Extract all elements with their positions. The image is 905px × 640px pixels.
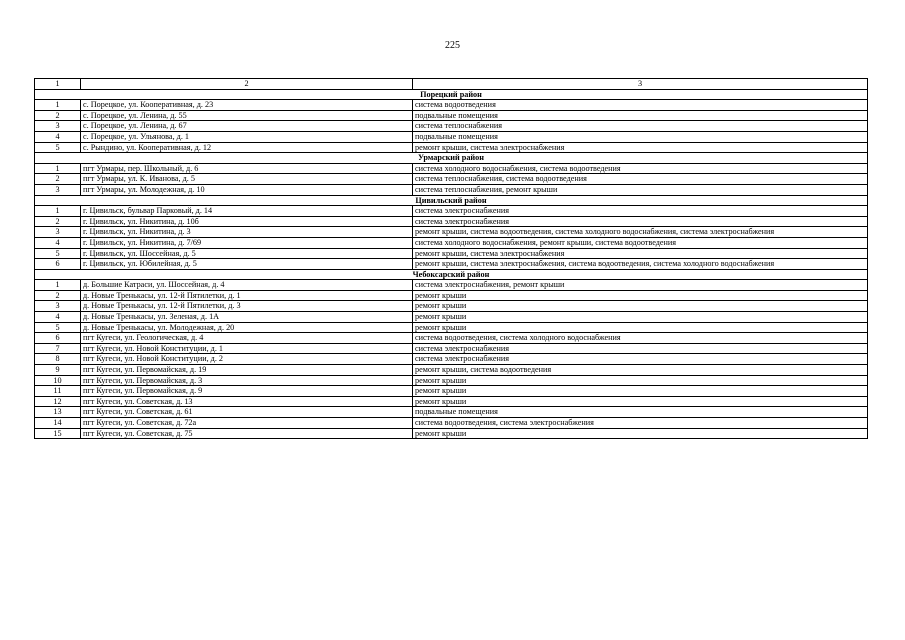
row-number: 3 xyxy=(35,184,81,195)
address-cell: пгт Кугеси, ул. Советская, д. 75 xyxy=(81,428,413,439)
work-type-cell: система теплоснабжения xyxy=(413,121,868,132)
work-type-cell: подвальные помещения xyxy=(413,131,868,142)
address-cell: пгт Кугеси, ул. Геологическая, д. 4 xyxy=(81,333,413,344)
work-type-cell: ремонт крыши xyxy=(413,312,868,323)
district-name: Порецкий район xyxy=(35,89,868,100)
district-header-row xyxy=(35,89,868,100)
row-number: 5 xyxy=(35,322,81,333)
row-number: 9 xyxy=(35,365,81,376)
row-number: 3 xyxy=(35,227,81,238)
work-type-cell: ремонт крыши, система водоотведения xyxy=(413,365,868,376)
row-number: 2 xyxy=(35,174,81,185)
row-number: 4 xyxy=(35,131,81,142)
row-number: 8 xyxy=(35,354,81,365)
table-row xyxy=(35,354,868,365)
address-cell: пгт Урмары, пер. Школьный, д. 6 xyxy=(81,163,413,174)
table-row xyxy=(35,301,868,312)
table-row xyxy=(35,163,868,174)
address-cell: пгт Урмары, ул. К. Иванова, д. 5 xyxy=(81,174,413,185)
row-number: 5 xyxy=(35,248,81,259)
work-type-cell: ремонт крыши, система водоотведения, система холодного водоснабжения, система электроснабжения xyxy=(413,227,868,238)
row-number: 2 xyxy=(35,290,81,301)
address-cell: пгт Кугеси, ул. Советская, д. 61 xyxy=(81,407,413,418)
work-type-cell: ремонт крыши xyxy=(413,290,868,301)
district-header-row xyxy=(35,269,868,280)
table-row xyxy=(35,121,868,132)
row-number: 14 xyxy=(35,418,81,429)
district-name: Урмарский район xyxy=(35,153,868,164)
table-row xyxy=(35,248,868,259)
address-cell: пгт Урмары, ул. Молодежная, д. 10 xyxy=(81,184,413,195)
row-number: 1 xyxy=(35,100,81,111)
address-cell: пгт Кугеси, ул. Первомайская, д. 3 xyxy=(81,375,413,386)
repair-table xyxy=(34,78,868,439)
work-type-cell: система электроснабжения xyxy=(413,354,868,365)
table-row xyxy=(35,312,868,323)
column-number-1: 1 xyxy=(35,79,81,90)
work-type-cell: система теплоснабжения, система водоотведения xyxy=(413,174,868,185)
row-number: 7 xyxy=(35,343,81,354)
address-cell: с. Рындино, ул. Кооперативная, д. 12 xyxy=(81,142,413,153)
address-cell: г. Цивильск, бульвар Парковый, д. 14 xyxy=(81,206,413,217)
table-row xyxy=(35,290,868,301)
address-cell: пгт Кугеси, ул. Первомайская, д. 19 xyxy=(81,365,413,376)
table-row xyxy=(35,375,868,386)
row-number: 3 xyxy=(35,121,81,132)
work-type-cell: ремонт крыши xyxy=(413,322,868,333)
table-body xyxy=(35,79,868,439)
work-type-cell: система теплоснабжения, ремонт крыши xyxy=(413,184,868,195)
address-cell: пгт Кугеси, ул. Советская, д. 72а xyxy=(81,418,413,429)
address-cell: с. Порецкое, ул. Кооперативная, д. 23 xyxy=(81,100,413,111)
row-number: 1 xyxy=(35,163,81,174)
column-number-2: 2 xyxy=(81,79,413,90)
address-cell: с. Порецкое, ул. Ульянова, д. 1 xyxy=(81,131,413,142)
row-number: 5 xyxy=(35,142,81,153)
work-type-cell: ремонт крыши, система электроснабжения xyxy=(413,248,868,259)
table-row xyxy=(35,142,868,153)
work-type-cell: система электроснабжения xyxy=(413,206,868,217)
work-type-cell: ремонт крыши xyxy=(413,428,868,439)
row-number: 13 xyxy=(35,407,81,418)
address-cell: г. Цивильск, ул. Никитина, д. 10б xyxy=(81,216,413,227)
table-row xyxy=(35,333,868,344)
table-row xyxy=(35,131,868,142)
work-type-cell: система водоотведения xyxy=(413,100,868,111)
table-row xyxy=(35,184,868,195)
address-cell: г. Цивильск, ул. Шоссейная, д. 5 xyxy=(81,248,413,259)
table-row xyxy=(35,174,868,185)
row-number: 11 xyxy=(35,386,81,397)
address-cell: пгт Кугеси, ул. Советская, д. 13 xyxy=(81,396,413,407)
work-type-cell: ремонт крыши xyxy=(413,396,868,407)
work-type-cell: система водоотведения, система электроснабжения xyxy=(413,418,868,429)
work-type-cell: система электроснабжения xyxy=(413,216,868,227)
work-type-cell: ремонт крыши xyxy=(413,386,868,397)
row-number: 15 xyxy=(35,428,81,439)
address-cell: д. Новые Тренькасы, ул. 12-й Пятилетки, д. 3 xyxy=(81,301,413,312)
table-row xyxy=(35,396,868,407)
row-number: 6 xyxy=(35,259,81,270)
table-row xyxy=(35,259,868,270)
address-cell: с. Порецкое, ул. Ленина, д. 67 xyxy=(81,121,413,132)
address-cell: пгт Кугеси, ул. Первомайская, д. 9 xyxy=(81,386,413,397)
address-cell: д. Большие Катраси, ул. Шоссейная, д. 4 xyxy=(81,280,413,291)
district-header-row xyxy=(35,195,868,206)
work-type-cell: система холодного водоснабжения, ремонт крыши, система водоотведения xyxy=(413,237,868,248)
work-type-cell: система электроснабжения xyxy=(413,343,868,354)
address-cell: г. Цивильск, ул. Никитина, д. 3 xyxy=(81,227,413,238)
table-row xyxy=(35,100,868,111)
district-header-row xyxy=(35,153,868,164)
row-number: 6 xyxy=(35,333,81,344)
row-number: 2 xyxy=(35,110,81,121)
work-type-cell: ремонт крыши, система электроснабжения xyxy=(413,142,868,153)
column-number-header-row xyxy=(35,79,868,90)
work-type-cell: система электроснабжения, ремонт крыши xyxy=(413,280,868,291)
address-cell: пгт Кугеси, ул. Новой Конституции, д. 1 xyxy=(81,343,413,354)
column-number-3: 3 xyxy=(413,79,868,90)
address-cell: д. Новые Тренькасы, ул. 12-й Пятилетки, д. 1 xyxy=(81,290,413,301)
table-row xyxy=(35,216,868,227)
row-number: 4 xyxy=(35,237,81,248)
table-row xyxy=(35,110,868,121)
work-type-cell: подвальные помещения xyxy=(413,407,868,418)
work-type-cell: система холодного водоснабжения, система водоотведения xyxy=(413,163,868,174)
row-number: 1 xyxy=(35,280,81,291)
table-row xyxy=(35,343,868,354)
work-type-cell: подвальные помещения xyxy=(413,110,868,121)
address-cell: г. Цивильск, ул. Юбилейная, д. 5 xyxy=(81,259,413,270)
address-cell: с. Порецкое, ул. Ленина, д. 55 xyxy=(81,110,413,121)
table-row xyxy=(35,280,868,291)
row-number: 10 xyxy=(35,375,81,386)
table-row xyxy=(35,428,868,439)
address-cell: д. Новые Тренькасы, ул. Зеленая, д. 1А xyxy=(81,312,413,323)
address-cell: г. Цивильск, ул. Никитина, д. 7/69 xyxy=(81,237,413,248)
page-number: 225 xyxy=(445,40,460,51)
table-row xyxy=(35,237,868,248)
district-name: Цивильский район xyxy=(35,195,868,206)
row-number: 4 xyxy=(35,312,81,323)
row-number: 3 xyxy=(35,301,81,312)
district-name: Чебоксарский район xyxy=(35,269,868,280)
address-cell: д. Новые Тренькасы, ул. Молодежная, д. 20 xyxy=(81,322,413,333)
table-row xyxy=(35,227,868,238)
row-number: 12 xyxy=(35,396,81,407)
row-number: 2 xyxy=(35,216,81,227)
work-type-cell: ремонт крыши, система электроснабжения, система водоотведения, система холодного водоснабжения xyxy=(413,259,868,270)
table-row xyxy=(35,206,868,217)
table-row xyxy=(35,322,868,333)
work-type-cell: система водоотведения, система холодного водоснабжения xyxy=(413,333,868,344)
address-cell: пгт Кугеси, ул. Новой Конституции, д. 2 xyxy=(81,354,413,365)
table-row xyxy=(35,365,868,376)
table-row xyxy=(35,386,868,397)
table-row xyxy=(35,407,868,418)
work-type-cell: ремонт крыши xyxy=(413,301,868,312)
table-row xyxy=(35,418,868,429)
row-number: 1 xyxy=(35,206,81,217)
work-type-cell: ремонт крыши xyxy=(413,375,868,386)
